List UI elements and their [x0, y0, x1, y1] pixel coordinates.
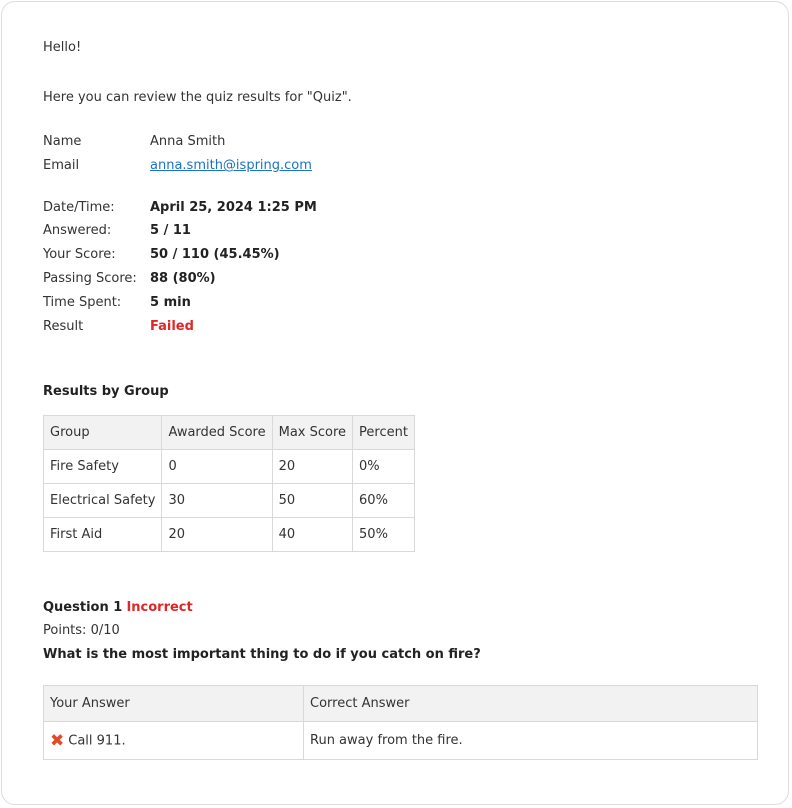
percent: 50%: [353, 518, 415, 552]
question-points: Points: 0/10: [43, 623, 120, 638]
answered-label: Answered:: [43, 223, 112, 238]
time-value: 5 min: [150, 295, 191, 310]
table-row: [44, 484, 415, 518]
answer-table: [43, 685, 758, 760]
max-score: 40: [272, 518, 352, 552]
datetime-value: April 25, 2024 1:25 PM: [150, 200, 317, 215]
email-link[interactable]: anna.smith@ispring.com: [150, 158, 312, 173]
awarded-score: 20: [162, 518, 272, 552]
header-max-score: Max Score: [272, 416, 352, 450]
question-heading: [43, 599, 193, 617]
awarded-score: 30: [162, 484, 272, 518]
score-label: Your Score:: [43, 247, 116, 262]
table-row: [44, 450, 415, 484]
answered-value: 5 / 11: [150, 223, 191, 238]
table-header-row: [44, 686, 758, 722]
intro-text: Here you can review the quiz results for "Quiz".: [43, 90, 352, 105]
result-label: Result: [43, 319, 84, 334]
percent: 60%: [353, 484, 415, 518]
percent: 0%: [353, 450, 415, 484]
question-status: Incorrect: [126, 600, 193, 615]
group-name: First Aid: [44, 518, 162, 552]
correct-answer: Run away from the fire.: [304, 722, 758, 760]
header-awarded-score: Awarded Score: [162, 416, 272, 450]
max-score: 20: [272, 450, 352, 484]
passing-value: 88 (80%): [150, 271, 216, 286]
your-answer-cell: [44, 722, 304, 760]
table-header-row: [44, 416, 415, 450]
awarded-score: 0: [162, 450, 272, 484]
question-number: Question 1: [43, 600, 123, 615]
header-group: Group: [44, 416, 162, 450]
datetime-label: Date/Time:: [43, 200, 115, 215]
email-label: Email: [43, 158, 80, 173]
table-row: [44, 518, 415, 552]
time-label: Time Spent:: [43, 295, 122, 310]
max-score: 50: [272, 484, 352, 518]
group-name: Electrical Safety: [44, 484, 162, 518]
table-row: [44, 722, 758, 760]
name-label: Name: [43, 134, 82, 149]
result-value: Failed: [150, 319, 194, 334]
passing-label: Passing Score:: [43, 271, 137, 286]
name-value: Anna Smith: [150, 134, 226, 149]
group-name: Fire Safety: [44, 450, 162, 484]
question-text: What is the most important thing to do if you catch on fire?: [43, 647, 481, 662]
groups-title: Results by Group: [43, 384, 169, 399]
header-correct-answer: Correct Answer: [304, 686, 758, 722]
header-percent: Percent: [353, 416, 415, 450]
header-your-answer: Your Answer: [44, 686, 304, 722]
score-value: 50 / 110 (45.45%): [150, 247, 280, 262]
group-results-table: [43, 415, 415, 552]
greeting: Hello!: [43, 40, 82, 55]
your-answer: Call 911.: [68, 733, 126, 748]
cross-icon: ✖: [50, 730, 65, 751]
